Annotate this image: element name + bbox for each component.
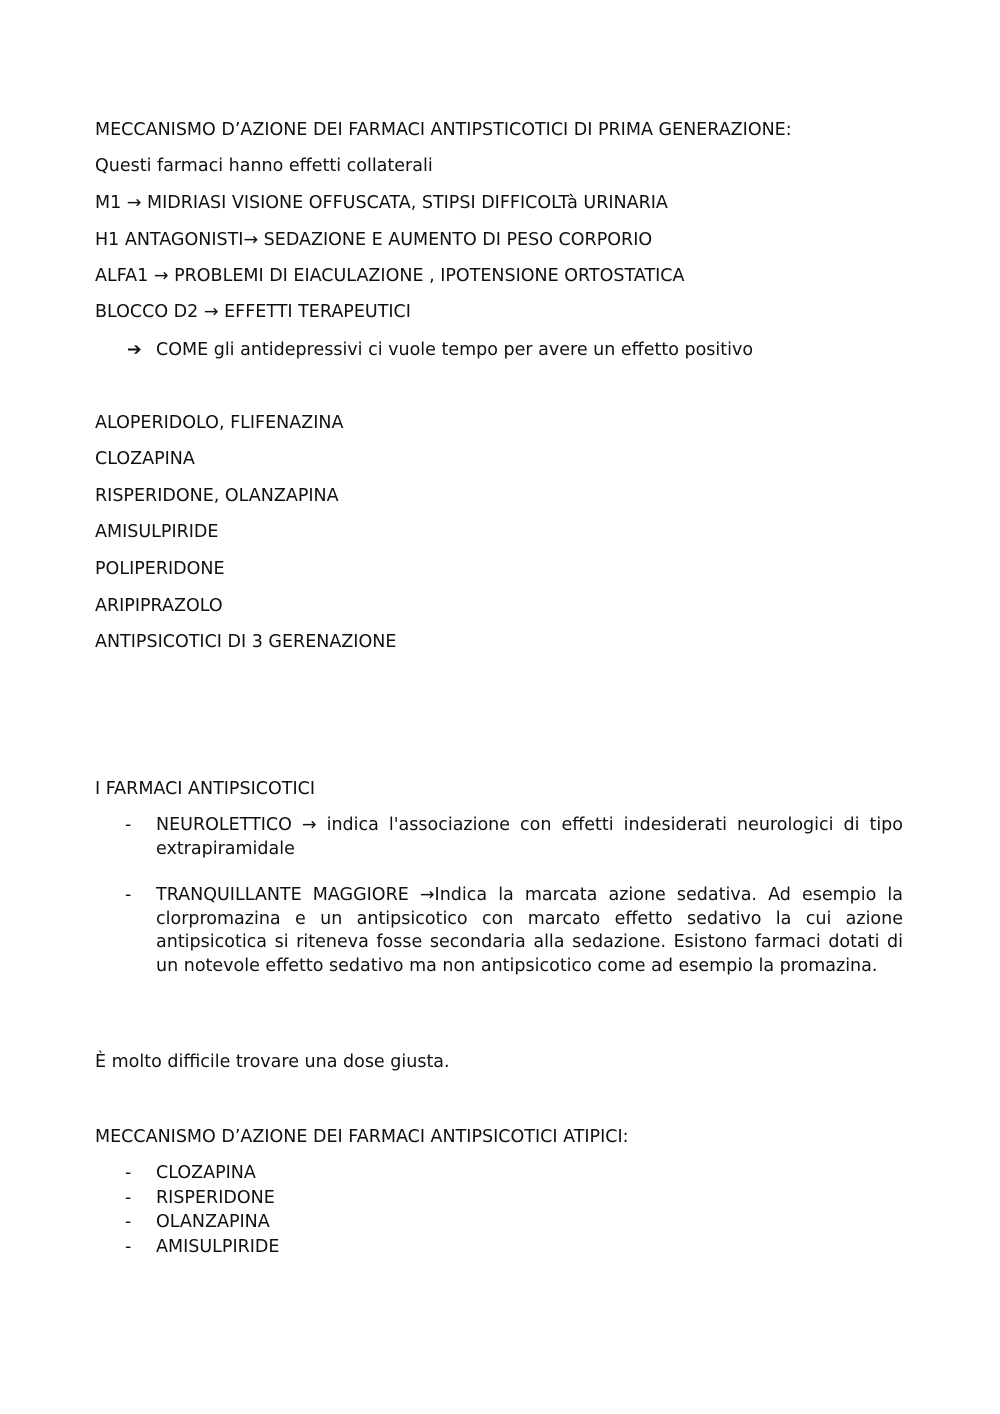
note-line: È molto difficile trovare una dose giusta. [95, 1052, 450, 1072]
dash-bullet: - [125, 815, 132, 835]
drug-line: RISPERIDONE, OLANZAPINA [95, 486, 339, 506]
drug-line: ANTIPSICOTICI DI 3 GERENAZIONE [95, 632, 397, 652]
list-item-text: OLANZAPINA [156, 1212, 270, 1232]
drug-line: AMISULPIRIDE [95, 522, 219, 542]
drug-line: CLOZAPINA [95, 449, 195, 469]
section1-title: MECCANISMO D’AZIONE DEI FARMACI ANTIPSTICOTICI DI PRIMA GENERAZIONE: [95, 120, 792, 140]
drug-line: ALOPERIDOLO, FLIFENAZINA [95, 413, 344, 433]
list-item [125, 814, 903, 861]
effect-line: M1 → MIDRIASI VISIONE OFFUSCATA, STIPSI DIFFICOLTà URINARIA [95, 193, 668, 213]
list-item [125, 1235, 279, 1260]
dash-bullet: - [125, 1236, 132, 1257]
arrow-bullet-text: COME gli antidepressivi ci vuole tempo per avere un effetto positivo [156, 340, 754, 360]
effect-line: ALFA1 → PROBLEMI DI EIACULAZIONE , IPOTENSIONE ORTOSTATICA [95, 266, 685, 286]
dash-bullet: - [125, 885, 132, 905]
arrow-right-icon: ➔ [127, 340, 142, 360]
section1-intro: Questi farmaci hanno effetti collaterali [95, 156, 433, 176]
list-item [125, 1186, 279, 1211]
section3-title: MECCANISMO D’AZIONE DEI FARMACI ANTIPSICOTICI ATIPICI: [95, 1127, 629, 1147]
atypical-list [125, 1161, 279, 1259]
list-item [125, 1161, 279, 1186]
dash-bullet: - [125, 1212, 132, 1232]
arrow-bullet-item [127, 338, 753, 362]
section2-title: I FARMACI ANTIPSICOTICI [95, 779, 315, 799]
list-item-text: TRANQUILLANTE MAGGIORE →Indica la marcata azione sedativa. Ad esempio la clorpromazina e un antipsicotico con marcato effetto sedativo la cui azione antipsicotica si riteneva fosse secondaria alla sedazione. Esistono farmaci dotati di un notevole effetto sedativo ma non antipsicotico come ad esempio la promazina. [156, 885, 903, 976]
dash-bullet: - [125, 1187, 132, 1208]
list-item [125, 1210, 279, 1235]
effect-line: H1 ANTAGONISTI→ SEDAZIONE E AUMENTO DI PESO CORPORIO [95, 230, 653, 250]
dash-bullet: - [125, 1163, 132, 1183]
list-item-text: RISPERIDONE [156, 1187, 275, 1208]
drug-line: POLIPERIDONE [95, 559, 225, 579]
list-item [125, 884, 903, 978]
list-item-text: CLOZAPINA [156, 1163, 256, 1183]
drug-line: ARIPIPRAZOLO [95, 596, 223, 616]
list-item-text: AMISULPIRIDE [156, 1236, 280, 1257]
effect-line: BLOCCO D2 → EFFETTI TERAPEUTICI [95, 302, 411, 322]
list-item-text: NEUROLETTICO → indica l'associazione con effetti indesiderati neurologici di tipo extrapiramidale [156, 815, 903, 859]
